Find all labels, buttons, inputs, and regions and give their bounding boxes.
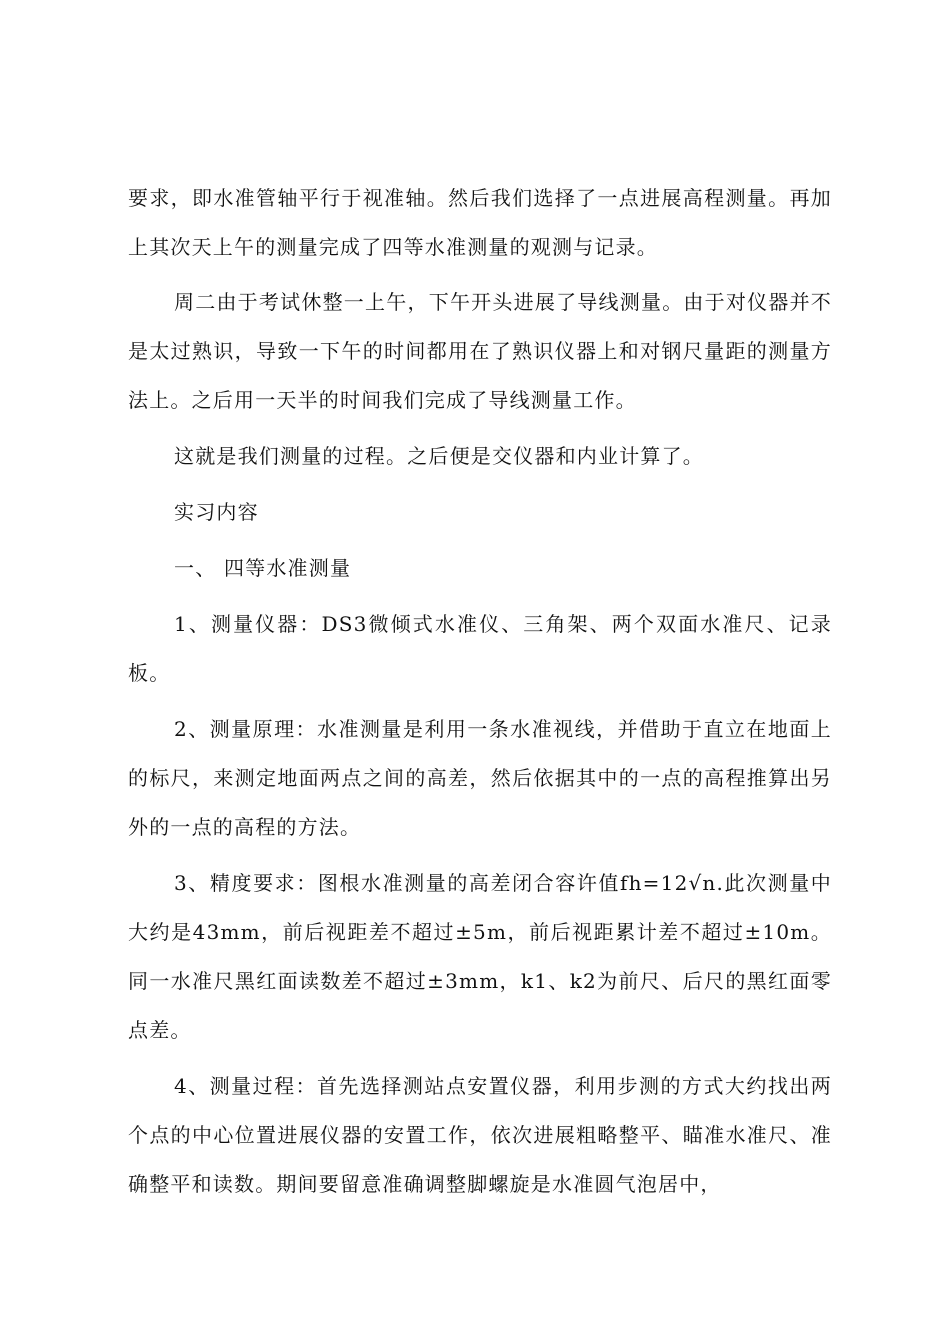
paragraph-wire-survey: 周二由于考试休整一上午，下午开头进展了导线测量。由于对仪器并不是太过熟识，导致一下午的时间都用在了熟识仪器上和对钢尺量距的测量方法上。之后用一天半的时间我们完成了导线测量工作。 [128, 290, 832, 412]
paragraph-process-summary: 这就是我们测量的过程。之后便是交仪器和内业计算了。 [174, 444, 704, 468]
section-heading-internship-content: 实习内容 [174, 500, 259, 524]
paragraph-procedure: 4、测量过程：首先选择测站点安置仪器，利用步测的方式大约找出两个点的中心位置进展仪器的安置工作，依次进展粗略整平、瞄准水准尺、准确整平和读数。期间要留意准确调整脚螺旋是水准圆气泡居中， [128, 1074, 832, 1196]
section-heading-leveling: 一、 四等水准测量 [174, 556, 352, 580]
paragraph-accuracy: 3、精度要求：图根水准测量的高差闭合容许值fh=12√n.此次测量中大约是43mm，前后视距差不超过±5m，前后视距累计差不超过±10m。同一水准尺黑红面读数差不超过±3mm，k1、k2为前尺、后尺的黑红面零点差。 [128, 871, 832, 1042]
document-body [128, 174, 832, 1216]
paragraph-principle: 2、测量原理：水准测量是利用一条水准视线，并借助于直立在地面上的标尺，来测定地面两点之间的高差，然后依据其中的一点的高程推算出另外的一点的高程的方法。 [128, 717, 832, 839]
paragraph-instruments: 1、测量仪器：DS3微倾式水准仪、三角架、两个双面水准尺、记录板。 [128, 612, 832, 685]
paragraph-continuation: 要求，即水准管轴平行于视准轴。然后我们选择了一点进展高程测量。再加上其次天上午的测量完成了四等水准测量的观测与记录。 [128, 186, 832, 259]
